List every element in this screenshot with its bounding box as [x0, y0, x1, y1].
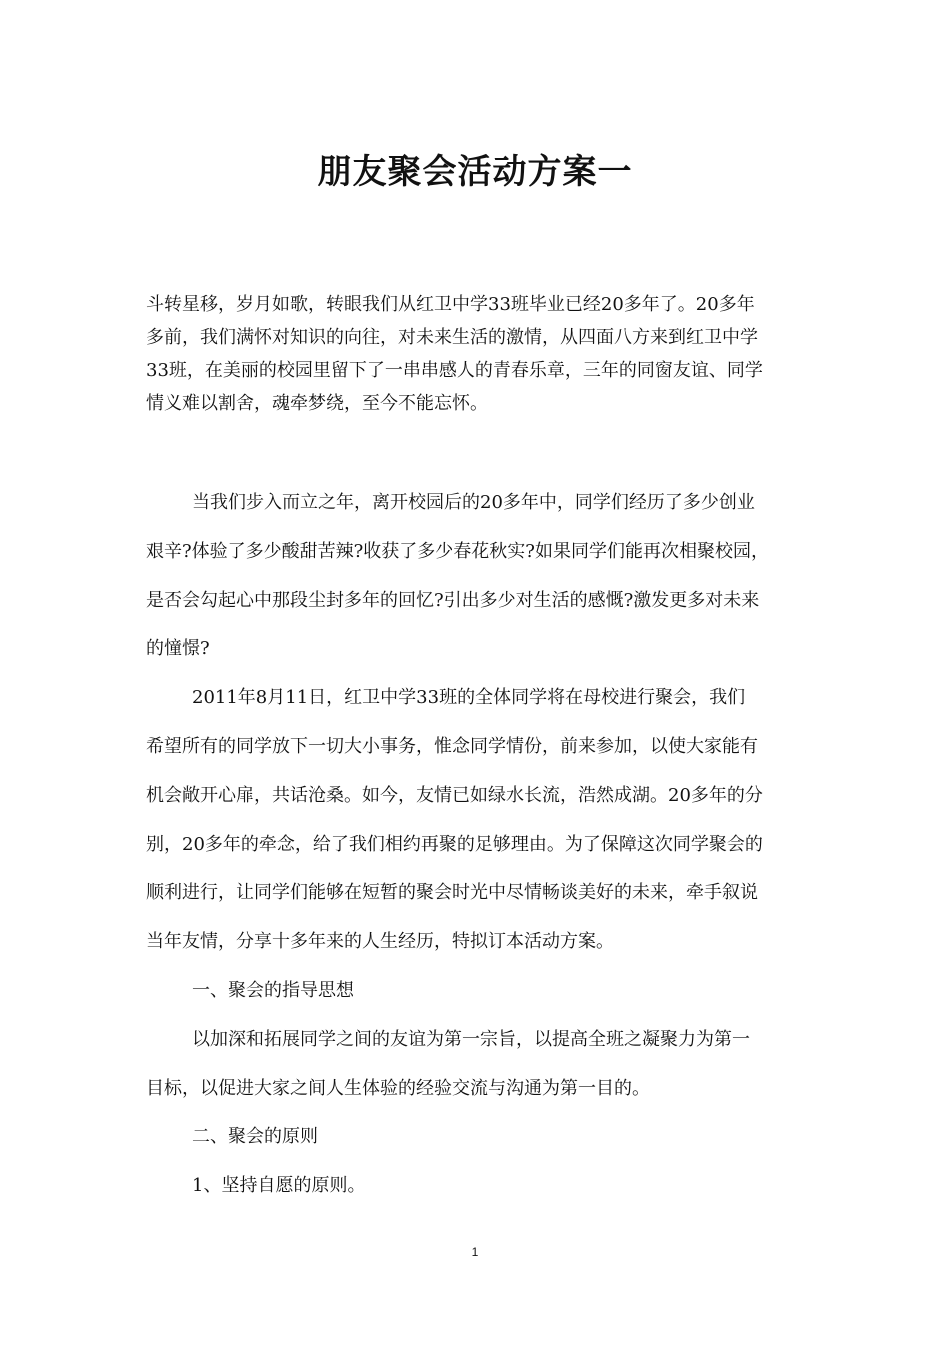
section-heading: 一、聚会的指导思想 — [192, 979, 354, 1001]
section-heading: 二、聚会的原则 — [192, 1126, 318, 1148]
document-title: 朋友聚会活动方案一 — [317, 151, 633, 192]
text-line: 艰辛?体验了多少酸甜苦辣?收获了多少春花秋实?如果同学们能再次相聚校园， — [146, 540, 769, 562]
text-line: 斗转星移，岁月如歌，转眼我们从红卫中学33班毕业已经20多年了。20多年 — [146, 294, 755, 315]
text-line: 当年友情，分享十多年来的人生经历，特拟订本活动方案。 — [146, 931, 614, 953]
intro-paragraph — [146, 288, 808, 420]
text-line: 机会敞开心扉，共话沧桑。如今，友情已如绿水长流，浩然成湖。20多年的分 — [146, 784, 763, 806]
text-line: 目标，以促进大家之间人生体验的经验交流与沟通为第一目的。 — [146, 1077, 650, 1099]
document-body — [146, 479, 808, 1211]
text-line: 别，20多年的牵念，给了我们相约再聚的足够理由。为了保障这次同学聚会的 — [146, 833, 763, 855]
text-line: 2011年8月11日，红卫中学33班的全体同学将在母校进行聚会，我们 — [192, 687, 746, 709]
text-line: 希望所有的同学放下一切大小事务，惟念同学情份，前来参加，以使大家能有 — [146, 735, 758, 757]
text-line: 多前，我们满怀对知识的向往，对未来生活的激情，从四面八方来到红卫中学 — [146, 327, 758, 348]
text-line: 顺利进行，让同学们能够在短暂的聚会时光中尽情畅谈美好的未来，牵手叙说 — [146, 882, 758, 904]
text-line: 的憧憬? — [146, 638, 210, 660]
text-line: 情义难以割舍，魂牵梦绕，至今不能忘怀。 — [146, 393, 488, 414]
page-number: 1 — [471, 1245, 479, 1259]
text-line: 当我们步入而立之年，离开校园后的20多年中，同学们经历了多少创业 — [192, 492, 755, 513]
text-line: 以加深和拓展同学之间的友谊为第一宗旨，以提高全班之凝聚力为第一 — [192, 1028, 750, 1050]
text-line: 33班，在美丽的校园里留下了一串串感人的青春乐章，三年的同窗友谊、同学 — [146, 360, 763, 381]
list-item: 1、坚持自愿的原则。 — [192, 1175, 366, 1197]
text-line: 是否会勾起心中那段尘封多年的回忆?引出多少对生活的感慨?激发更多对未来 — [146, 589, 760, 611]
